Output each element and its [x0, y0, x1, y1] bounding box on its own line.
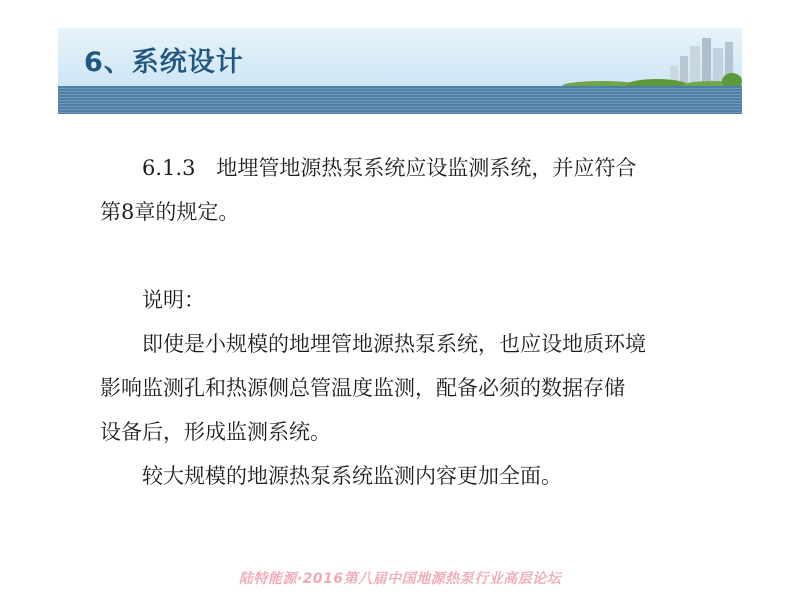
explain-line: 设备后，形成监测系统。 [100, 420, 331, 444]
footer-text: 陆特能源·2016第八届中国地源热泵行业高层论坛 [238, 571, 562, 587]
banner-band [58, 86, 742, 114]
explain-line: 较大规模的地源热泵系统监测内容更加全面。 [142, 464, 562, 488]
clause-line: 6.1.3 地埋管地源热泵系统应设监测系统，并应符合 [142, 156, 637, 180]
clause-continuation: 第8章的规定。 [100, 200, 240, 224]
explain-line: 即使是小规模的地埋管地源热泵系统，也应设地质环境 [142, 332, 646, 356]
content-body [100, 146, 690, 498]
city-skyline-icon [562, 34, 742, 90]
explain-line: 影响监测孔和热源侧总管温度监测，配备必须的数据存储 [100, 376, 625, 400]
page-title: 6、系统设计 [84, 47, 244, 78]
header-banner [58, 28, 742, 114]
explain-label: 说明： [142, 288, 205, 312]
